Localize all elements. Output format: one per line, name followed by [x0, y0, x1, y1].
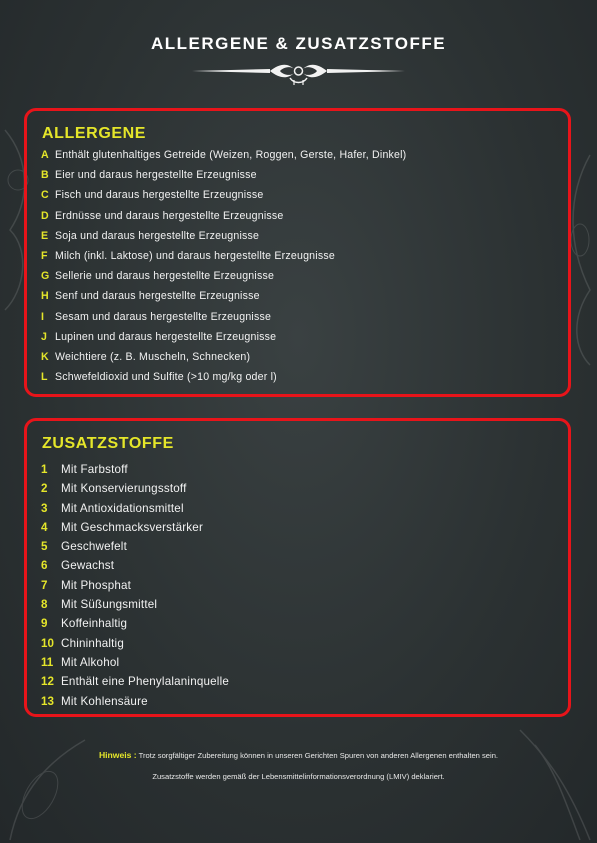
list-item	[41, 270, 406, 290]
hint-text: Trotz sorgfältiger Zubereitung können in unseren Gerichten Spuren von anderen Allergenen enthalten sein.	[138, 751, 499, 760]
additive-code: 11	[41, 655, 54, 669]
list-item	[41, 637, 229, 656]
list-item	[41, 502, 229, 521]
allergen-code: C	[41, 189, 49, 202]
additives-list	[41, 463, 229, 714]
allergen-text: Milch (inkl. Laktose) und daraus hergestellte Erzeugnisse	[55, 249, 335, 262]
additive-text: Chininhaltig	[61, 636, 124, 650]
list-item	[41, 521, 229, 540]
additives-title: ZUSATZSTOFFE	[42, 435, 174, 452]
list-item	[41, 210, 406, 230]
list-item	[41, 559, 229, 578]
allergen-code: K	[41, 350, 49, 363]
list-item	[41, 540, 229, 559]
allergen-code: D	[41, 209, 49, 222]
additive-code: 6	[41, 559, 48, 573]
additive-code: 3	[41, 501, 48, 515]
legal-note: Zusatzstoffe werden gemäß der Lebensmittelinformationsverordnung (LMIV) deklariert.	[152, 772, 445, 781]
list-item	[41, 463, 229, 482]
list-item	[41, 598, 229, 617]
allergen-text: Soja und daraus hergestellte Erzeugnisse	[55, 229, 260, 242]
additive-text: Mit Kohlensäure	[61, 694, 148, 708]
additive-code: 1	[41, 463, 48, 476]
additive-text: Mit Farbstoff	[61, 463, 128, 476]
allergen-code: L	[41, 371, 48, 384]
page-title: ALLERGENE & ZUSATZSTOFFE	[150, 34, 447, 53]
allergen-text: Schwefeldioxid und Sulfite (>10 mg/kg oder l)	[55, 371, 277, 384]
allergen-text: Enthält glutenhaltiges Getreide (Weizen, Roggen, Gerste, Hafer, Dinkel)	[55, 149, 407, 161]
list-item	[41, 675, 229, 694]
additive-text: Mit Konservierungsstoff	[61, 482, 187, 496]
additive-code: 12	[41, 675, 54, 689]
allergens-title: ALLERGENE	[42, 125, 147, 142]
additive-text: Mit Alkohol	[61, 655, 120, 669]
list-item	[41, 695, 229, 714]
additive-text: Mit Süßungsmittel	[61, 598, 158, 612]
list-item	[41, 351, 406, 371]
additive-code: 7	[41, 578, 48, 592]
additive-text: Geschwefelt	[61, 540, 127, 554]
allergen-code: E	[41, 229, 49, 242]
allergen-text: Sesam und daraus hergestellte Erzeugnisse	[55, 310, 272, 323]
allergens-panel	[24, 108, 571, 397]
additive-text: Mit Geschmacksverstärker	[61, 520, 204, 534]
additive-text: Koffeinhaltig	[61, 617, 128, 631]
list-item	[41, 189, 406, 209]
list-item	[41, 579, 229, 598]
list-item	[41, 311, 406, 331]
list-item	[41, 230, 406, 250]
allergen-text: Sellerie und daraus hergestellte Erzeugnisse	[55, 270, 275, 283]
allergen-code: B	[41, 169, 49, 182]
additive-code: 8	[41, 598, 48, 612]
list-item	[41, 250, 406, 270]
allergen-code: H	[41, 290, 49, 303]
list-item	[41, 617, 229, 636]
list-item	[41, 169, 406, 189]
additive-text: Enthält eine Phenylalaninquelle	[61, 675, 229, 689]
allergen-text: Weichtiere (z. B. Muscheln, Schnecken)	[55, 350, 251, 363]
list-item	[41, 331, 406, 351]
additive-code: 13	[41, 694, 54, 708]
allergen-text: Fisch und daraus hergestellte Erzeugnisse	[55, 189, 264, 202]
list-item	[41, 482, 229, 501]
allergen-code: F	[41, 249, 48, 262]
list-item	[41, 656, 229, 675]
allergen-code: A	[41, 149, 49, 161]
additive-code: 2	[41, 482, 48, 496]
hint-note	[0, 750, 597, 760]
allergen-code: J	[41, 330, 47, 343]
additive-code: 5	[41, 540, 48, 554]
ornament-divider-icon	[190, 60, 407, 88]
allergen-code: G	[41, 270, 50, 283]
allergen-code: I	[41, 310, 44, 323]
additive-code: 4	[41, 520, 48, 534]
allergen-text: Lupinen und daraus hergestellte Erzeugnisse	[55, 330, 277, 343]
list-item	[41, 149, 406, 169]
additive-text: Mit Phosphat	[61, 578, 132, 592]
allergens-list	[41, 149, 406, 391]
additives-panel	[24, 418, 571, 717]
additive-text: Mit Antioxidationsmittel	[61, 501, 184, 515]
additive-code: 10	[41, 636, 54, 650]
additive-text: Gewachst	[61, 559, 115, 573]
list-item	[41, 371, 406, 391]
hint-prefix: Hinweis :	[98, 750, 137, 760]
allergen-text: Senf und daraus hergestellte Erzeugnisse	[55, 290, 260, 303]
additive-code: 9	[41, 617, 48, 631]
allergen-text: Eier und daraus hergestellte Erzeugnisse	[55, 169, 257, 182]
allergen-text: Erdnüsse und daraus hergestellte Erzeugnisse	[55, 209, 284, 222]
list-item	[41, 290, 406, 310]
